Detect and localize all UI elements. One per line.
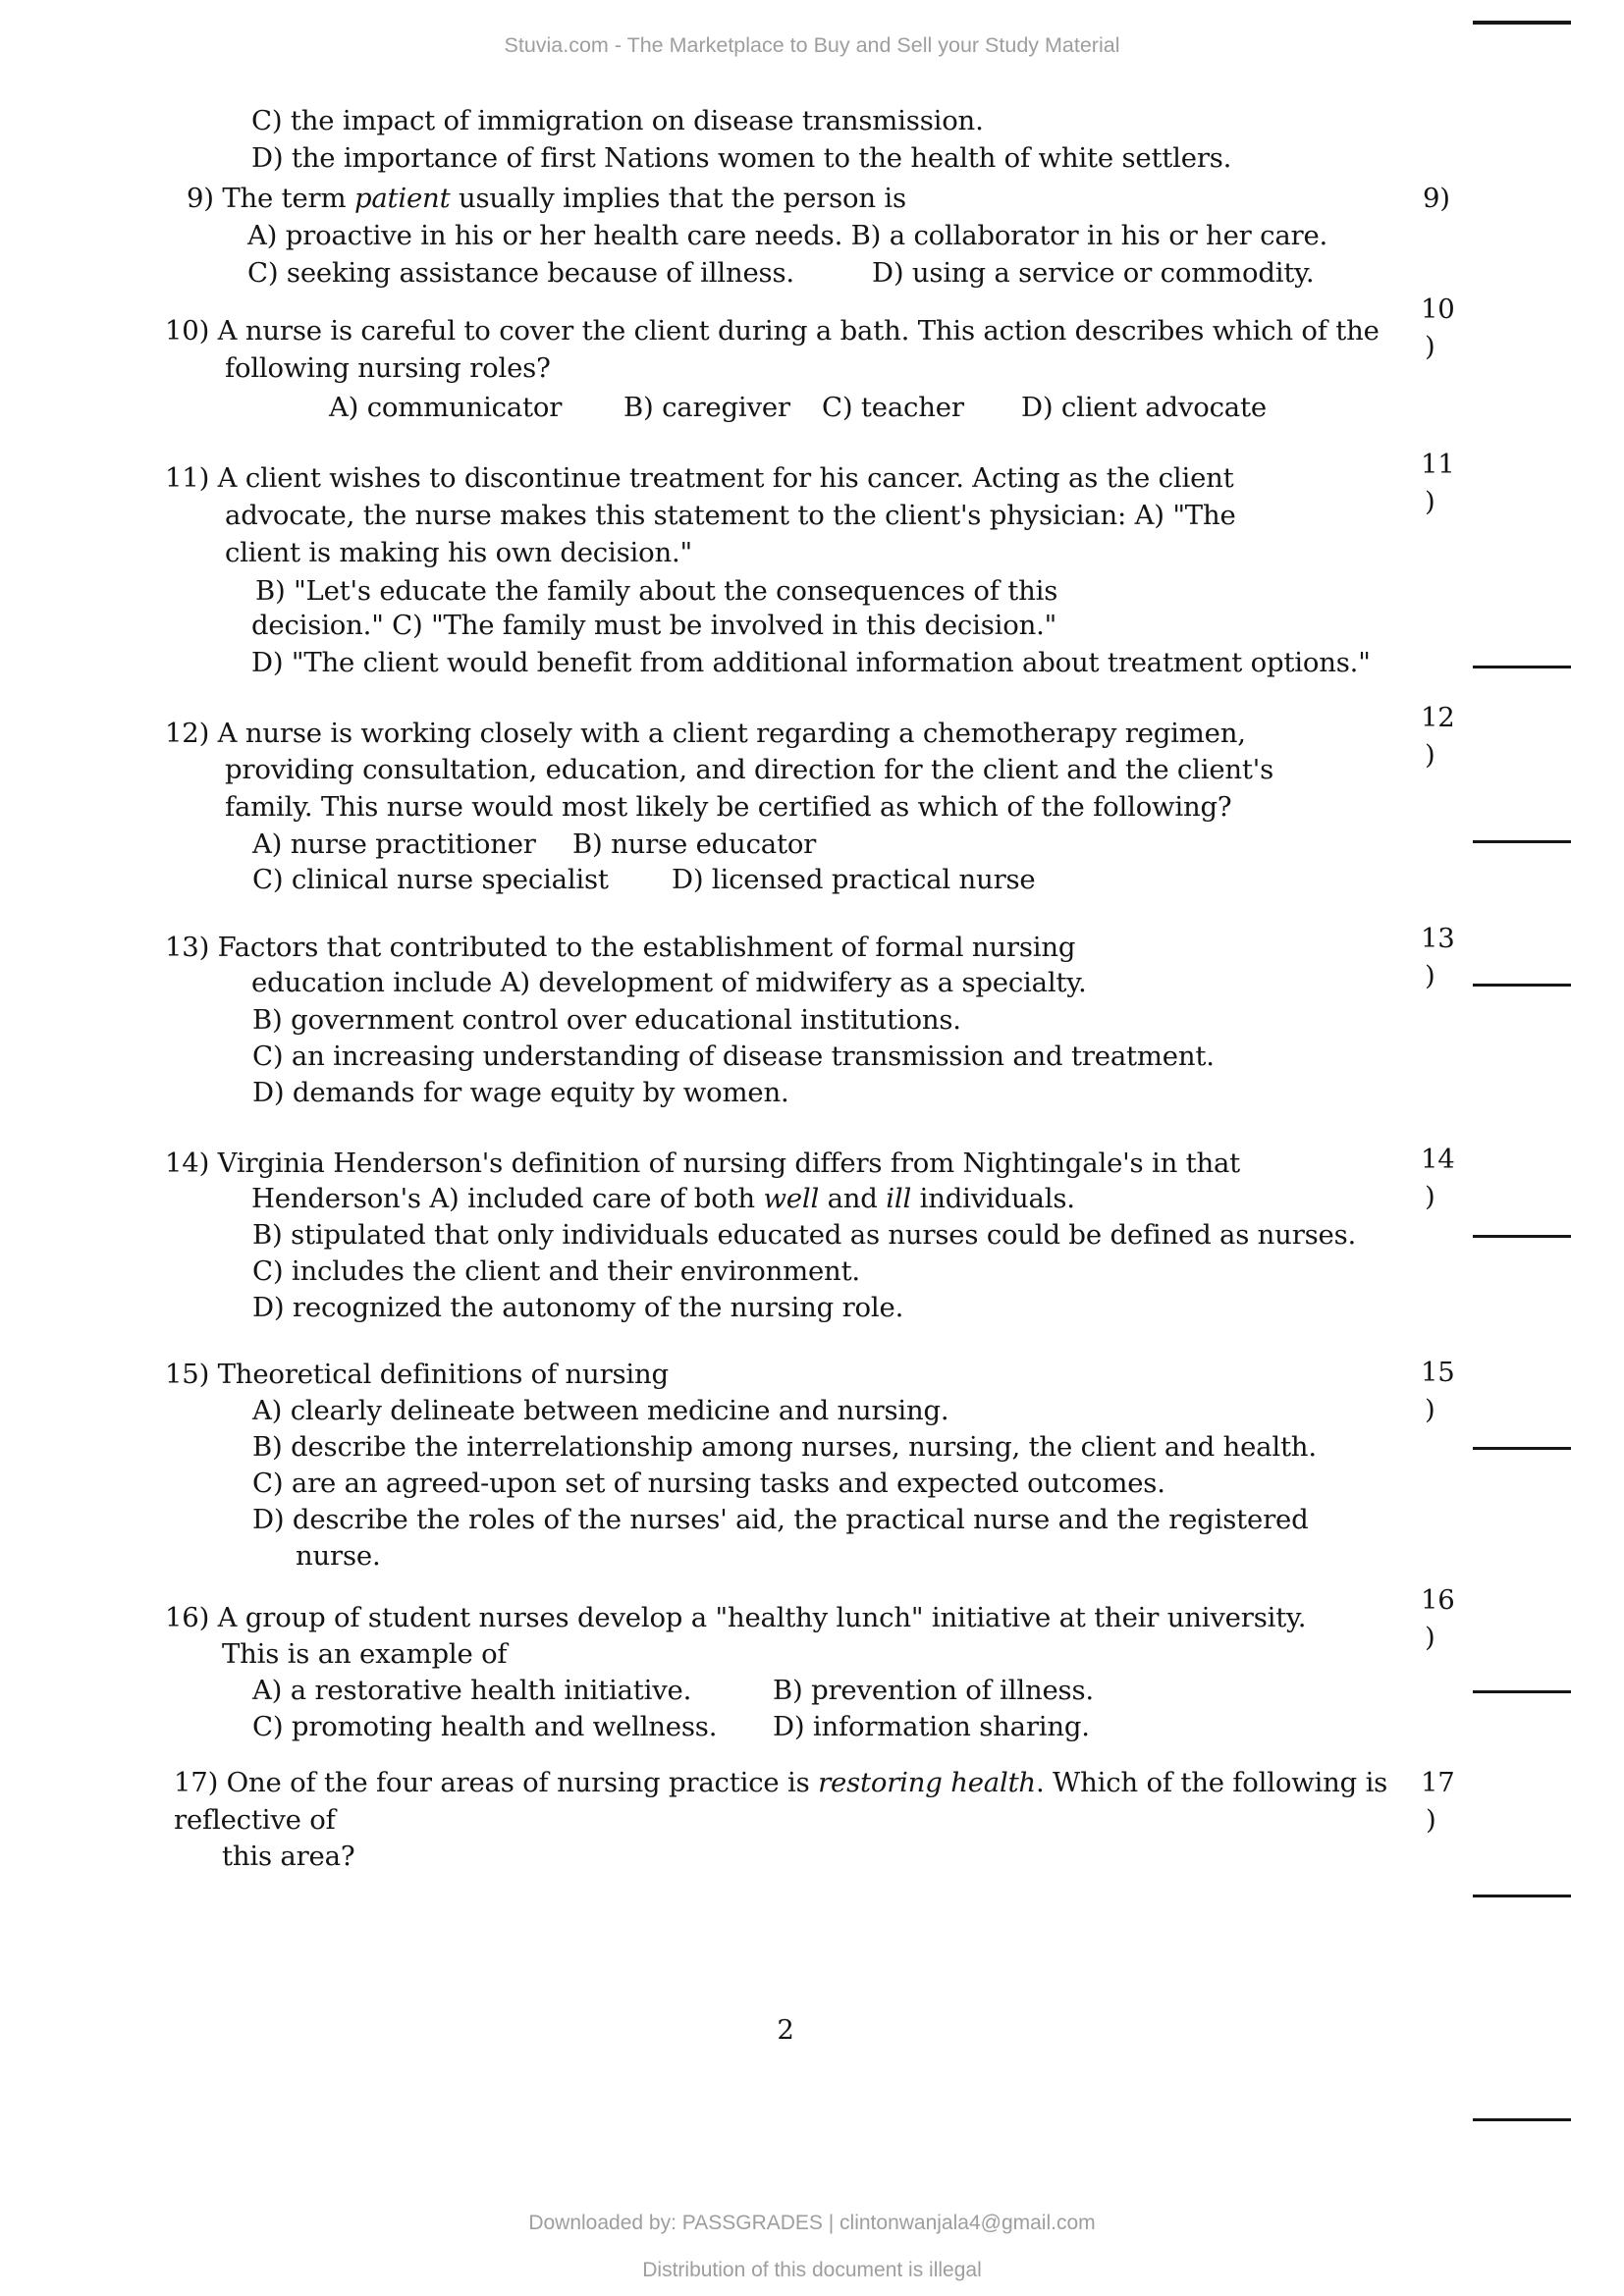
q17-stem-post: . Which of the following is	[1035, 1767, 1388, 1798]
q15-option-d-line1: D) describe the roles of the nurses' aid, the practical nurse and the registered	[252, 1504, 1309, 1535]
site-header: Stuvia.com - The Marketplace to Buy and Sell your Study Material	[504, 33, 1120, 57]
footer-warning: Distribution of this document is illegal	[642, 2259, 982, 2281]
q17-margin-number: 17	[1421, 1767, 1455, 1798]
q10-stem-line2: following nursing roles?	[225, 352, 551, 384]
q10-margin-paren: )	[1425, 331, 1435, 362]
q13-stem-line1: 13) Factors that contributed to the establishment of formal nursing	[165, 932, 1076, 963]
q14-stem-line1: 14) Virginia Henderson's definition of nursing differs from Nightingale's in that	[165, 1148, 1241, 1179]
q14-margin-number: 14	[1421, 1144, 1455, 1175]
q9-option-c: C) seeking assistance because of illness.	[247, 257, 794, 289]
q16-option-c: C) promoting health and wellness.	[252, 1711, 718, 1742]
q11-option-b-line2: decision." C) "The family must be involved in this decision."	[251, 610, 1057, 641]
q12-margin-number: 12	[1421, 702, 1455, 733]
q10-option-c: C) teacher	[822, 392, 964, 423]
q10-option-a: A) communicator	[329, 392, 563, 423]
q17-stem-line1	[174, 1764, 1387, 1801]
q10-margin-number: 10	[1421, 294, 1455, 325]
q12-margin-paren: )	[1425, 739, 1435, 771]
answer-line	[1473, 21, 1571, 25]
q10-option-b: B) caregiver	[623, 392, 790, 423]
q13-option-d: D) demands for wage equity by women.	[252, 1077, 789, 1108]
answer-line	[1473, 666, 1571, 668]
q11-stem-line3: client is making his own decision."	[225, 537, 692, 568]
answer-line	[1473, 1235, 1571, 1238]
q12-stem-line2: providing consultation, education, and direction for the client and the client's	[225, 754, 1274, 785]
q16-stem-line1: 16) A group of student nurses develop a "healthy lunch" initiative at their university.	[165, 1602, 1307, 1633]
q12-option-b: B) nurse educator	[572, 828, 817, 860]
answer-line	[1473, 1895, 1571, 1897]
q14-stem2-italic-well: well	[763, 1183, 820, 1214]
answer-line	[1473, 984, 1571, 987]
answer-line	[1473, 840, 1571, 843]
q11-stem-line2: advocate, the nurse makes this statement to the client's physician: A) "The	[225, 500, 1236, 531]
q15-stem-line1: 15) Theoretical definitions of nursing	[165, 1359, 669, 1390]
q12-stem-line1: 12) A nurse is working closely with a client regarding a chemotherapy regimen,	[165, 718, 1246, 749]
q15-option-d-line2: nurse.	[296, 1540, 381, 1572]
q17-stem-pre: 17) One of the four areas of nursing practice is	[174, 1767, 819, 1798]
q13-option-c: C) an increasing understanding of disease transmission and treatment.	[252, 1041, 1215, 1072]
q10-option-d: D) client advocate	[1021, 392, 1267, 423]
q15-option-a: A) clearly delineate between medicine and nursing.	[252, 1395, 949, 1426]
q11-stem-line1: 11) A client wishes to discontinue treatment for his cancer. Acting as the client	[165, 462, 1234, 494]
page-number: 2	[777, 2014, 794, 2046]
q16-option-d: D) information sharing.	[773, 1711, 1090, 1742]
q16-margin-number: 16	[1421, 1584, 1455, 1616]
answer-line	[1473, 1447, 1571, 1450]
q12-option-a: A) nurse practitioner	[252, 828, 536, 860]
q13-margin-paren: )	[1425, 960, 1435, 991]
footer-downloaded-by: Downloaded by: PASSGRADES | clintonwanjala4@gmail.com	[528, 2212, 1096, 2234]
q9-option-d: D) using a service or commodity.	[872, 257, 1315, 289]
q13-margin-number: 13	[1421, 923, 1455, 954]
q11-margin-paren: )	[1425, 486, 1435, 517]
q14-stem2-post: individuals.	[911, 1183, 1075, 1214]
q15-option-b: B) describe the interrelationship among nurses, nursing, the client and health.	[252, 1431, 1317, 1463]
q15-margin-paren: )	[1425, 1394, 1435, 1425]
q16-margin-paren: )	[1425, 1622, 1435, 1653]
q13-option-b: B) government control over educational institutions.	[252, 1004, 961, 1036]
q11-option-b-line1: B) "Let's educate the family about the consequences of this	[255, 575, 1058, 607]
q12-stem-line3: family. This nurse would most likely be certified as which of the following?	[225, 791, 1232, 823]
q14-option-b: B) stipulated that only individuals educated as nurses could be defined as nurses.	[252, 1219, 1357, 1251]
q17-margin-paren: )	[1426, 1804, 1436, 1836]
answer-line	[1473, 1690, 1571, 1693]
q17-stem-line3: this area?	[222, 1841, 355, 1872]
q11-option-d: D) "The client would benefit from additional information about treatment options."	[251, 647, 1371, 678]
q9-stem	[187, 180, 906, 217]
q14-margin-paren: )	[1425, 1181, 1435, 1212]
q16-option-a: A) a restorative health initiative.	[252, 1675, 692, 1706]
q16-stem-line2: This is an example of	[222, 1638, 508, 1670]
q12-option-c: C) clinical nurse specialist	[252, 864, 609, 895]
q9-stem-pre: 9) The term	[187, 183, 354, 214]
q12-option-d: D) licensed practical nurse	[672, 864, 1036, 895]
q17-stem-italic: restoring health	[818, 1767, 1036, 1798]
q14-option-c: C) includes the client and their environment.	[252, 1255, 860, 1287]
q8-option-d: D) the importance of first Nations women to the health of white settlers.	[251, 142, 1232, 174]
q14-option-d: D) recognized the autonomy of the nursing role.	[252, 1292, 904, 1323]
q13-stem-line2: education include A) development of midwifery as a specialty.	[251, 967, 1087, 998]
q8-option-c: C) the impact of immigration on disease transmission.	[251, 105, 984, 136]
answer-line	[1473, 2118, 1571, 2121]
q14-stem2-mid: and	[819, 1183, 887, 1214]
q9-stem-italic: patient	[353, 183, 451, 214]
q14-stem-line2	[251, 1180, 1075, 1217]
q15-margin-number: 15	[1421, 1357, 1455, 1388]
q11-margin-number: 11	[1421, 449, 1455, 480]
q10-stem-line1: 10) A nurse is careful to cover the client during a bath. This action describes which of the	[165, 315, 1380, 347]
q9-margin-number: 9)	[1423, 183, 1450, 214]
q9-options-ab: A) proactive in his or her health care needs. B) a collaborator in his or her care.	[247, 220, 1328, 251]
q14-stem2-italic-ill: ill	[886, 1183, 912, 1214]
q15-option-c: C) are an agreed-upon set of nursing tasks and expected outcomes.	[252, 1468, 1165, 1499]
q16-option-b: B) prevention of illness.	[773, 1675, 1094, 1706]
q14-stem2-pre: Henderson's A) included care of both	[251, 1183, 764, 1214]
q17-stem-line2: reflective of	[174, 1804, 336, 1836]
q9-stem-post: usually implies that the person is	[450, 183, 906, 214]
